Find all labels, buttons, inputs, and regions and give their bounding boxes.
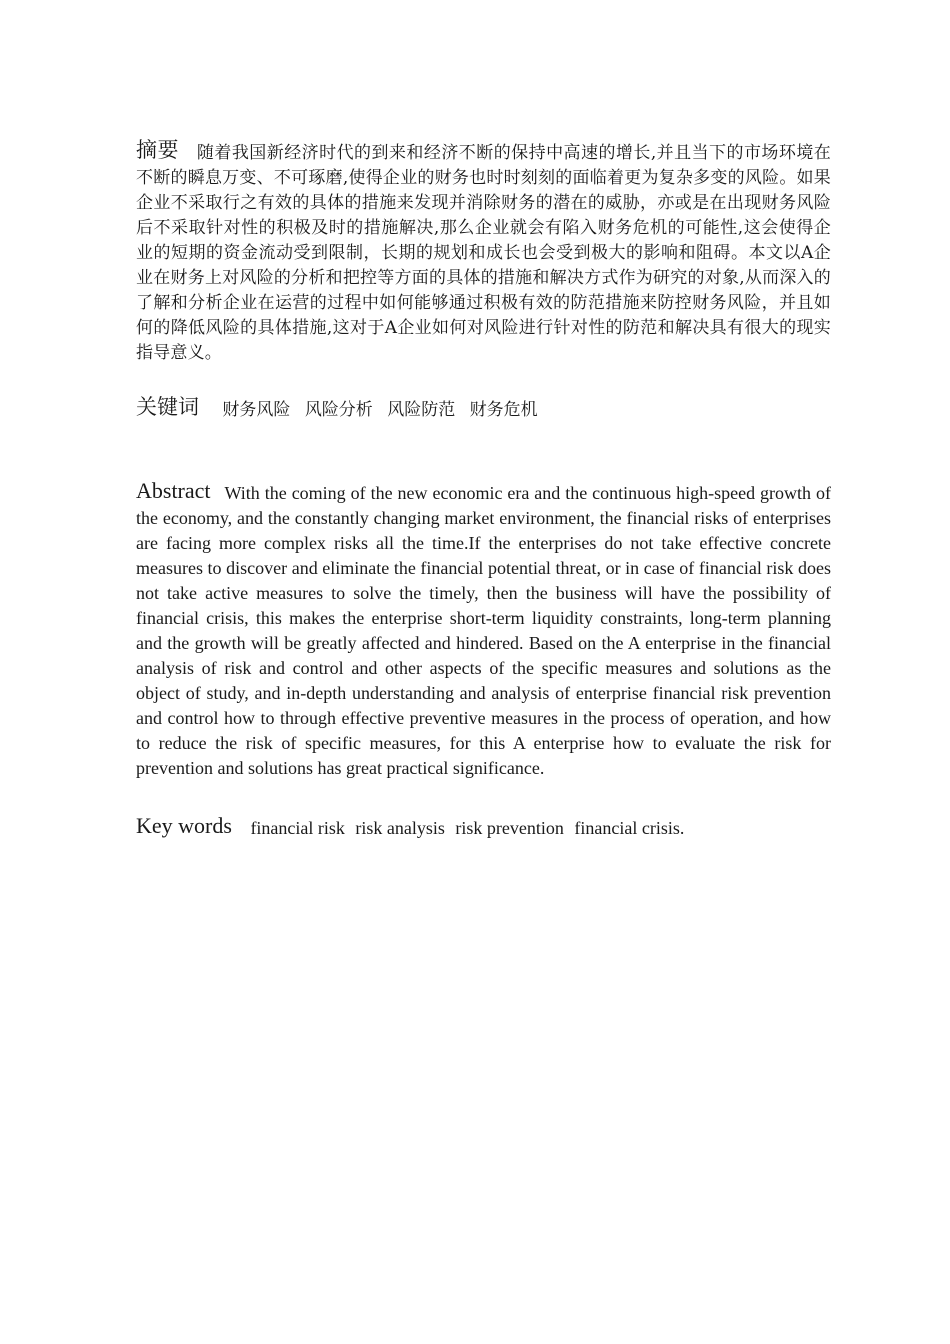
- keyword-cn-item: 风险防范: [387, 400, 456, 420]
- keyword-en-item: risk prevention: [455, 818, 564, 838]
- keyword-cn-item: 财务危机: [469, 400, 538, 420]
- abstract-en-body: With the coming of the new economic era and the continuous high-speed growth of the economy, and the constantly changing market environment, the financial risks of enterprises are facing more complex risks all the time.If the enterprises do not take effective concrete measures to discover and eliminate the financial potential threat, or in case of financial risk does not take active measures to solve the timely, then the business will have the possibility of financial crisis, this makes the enterprise short-term liquidity constraints, long-term planning and the growth will be greatly affected and hindered. Based on the A enterprise in the financial analysis of risk and control and other aspects of the specific measures and solutions as the object of study, and in-depth understanding and analysis of enterprise financial risk prevention and control how to through effective preventive measures in the process of operation, and how to reduce the risk of specific measures, for this A enterprise how to evaluate the risk for prevention and solutions has great practical significance.: [136, 483, 831, 778]
- keywords-en-heading: Key words: [136, 813, 232, 838]
- keyword-en-item: risk analysis: [355, 818, 445, 838]
- abstract-en-heading: Abstract: [136, 478, 211, 503]
- abstract-cn-body: 随着我国新经济时代的到来和经济不断的保持中高速的增长,并且当下的市场环境在不断的瞬息万变、不可琢磨,使得企业的财务也时时刻刻的面临着更为复杂多变的风险。如果企业不采取行之有效的具体的措施来发现并消除财务的潜在的威胁，亦或是在出现财务风险后不采取针对性的积极及时的措施解决,那么企业就会有陷入财务危机的可能性,这会使得企业的短期的资金流动受到限制，长期的规划和成长也会受到极大的影响和阻碍。本文以A企业在财务上对风险的分析和把控等方面的具体的措施和解决方式作为研究的对象,从而深入的了解和分析企业在运营的过程中如何能够通过积极有效的防范措施来防控财务风险，并且如何的降低风险的具体措施,这对于A企业如何对风险进行针对性的防范和解决具有很大的现实指导意义。: [136, 143, 831, 363]
- keyword-en-item: financial crisis.: [574, 818, 685, 838]
- keywords-en: [136, 813, 831, 841]
- abstract-en: [136, 478, 831, 781]
- abstract-cn: [136, 138, 831, 366]
- keyword-en-item: financial risk: [250, 818, 345, 838]
- keyword-cn-item: 风险分析: [304, 400, 373, 420]
- keywords-cn: [136, 395, 831, 423]
- keywords-cn-heading: 关键词: [136, 395, 199, 419]
- keyword-cn-item: 财务风险: [222, 400, 291, 420]
- abstract-cn-heading: 摘要: [136, 138, 179, 162]
- document-page: [136, 130, 831, 841]
